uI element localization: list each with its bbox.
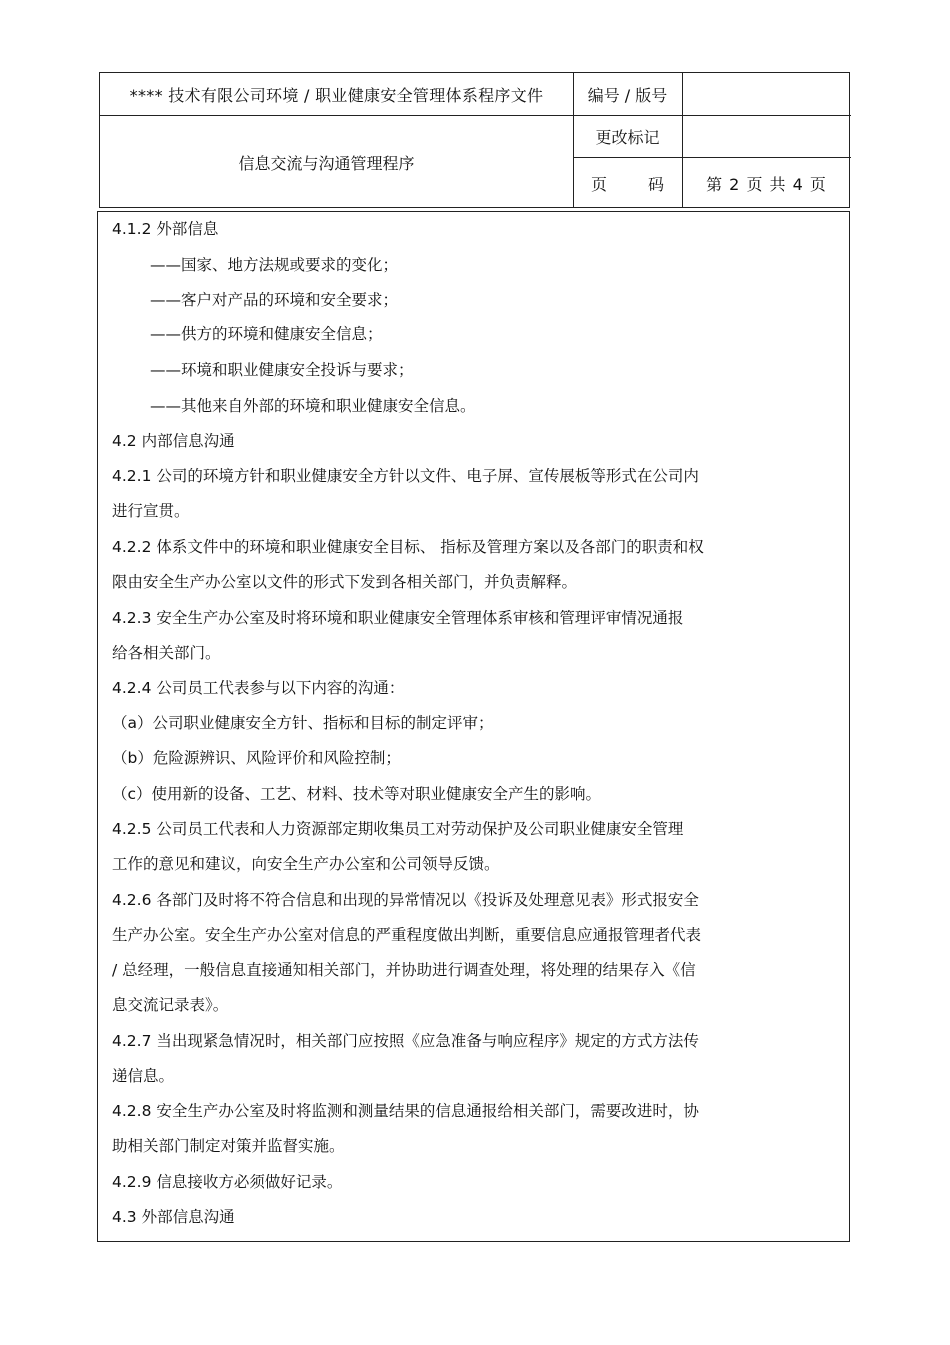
list-item: （b）危险源辨识、风险评价和风险控制； xyxy=(112,749,401,767)
document-title: 信息交流与沟通管理程序 xyxy=(238,153,415,173)
page-label-part: 页 xyxy=(591,174,608,194)
list-item: ——环境和职业健康安全投诉与要求； xyxy=(150,361,414,379)
page-label xyxy=(573,157,682,209)
list-item: （a）公司职业健康安全方针、指标和目标的制定评审； xyxy=(112,714,494,732)
paragraph-line: 4.2.9 信息接收方必须做好记录。 xyxy=(112,1173,343,1191)
paragraph-line: 工作的意见和建议，向安全生产办公室和公司领导反馈。 xyxy=(112,855,500,873)
list-item: ——国家、地方法规或要求的变化； xyxy=(150,256,399,274)
paragraph-line: 4.2.2 体系文件中的环境和职业健康安全目标、 指标及管理方案以及各部门的职责和权 xyxy=(112,538,704,556)
paragraph-line: / 总经理，一般信息直接通知相关部门，并协助进行调查处理，将处理的结果存入《信 xyxy=(112,961,696,979)
section-heading: 4.1.2 外部信息 xyxy=(112,220,219,238)
revision-mark-label: 更改标记 xyxy=(595,127,660,147)
paragraph-line: 4.2.4 公司员工代表参与以下内容的沟通： xyxy=(112,679,405,697)
list-item: ——其他来自外部的环境和职业健康安全信息。 xyxy=(150,397,476,415)
list-item: ——供方的环境和健康安全信息； xyxy=(150,325,383,343)
paragraph-line: 进行宣贯。 xyxy=(112,502,190,520)
paragraph-line: 4.2.1 公司的环境方针和职业健康安全方针以文件、电子屏、宣传展板等形式在公司内 xyxy=(112,467,699,485)
list-item: ——客户对产品的环境和安全要求； xyxy=(150,291,399,309)
section-heading: 4.2 内部信息沟通 xyxy=(112,432,235,450)
section-heading: 4.3 外部信息沟通 xyxy=(112,1208,235,1226)
page-number: 第 2 页 共 4 页 xyxy=(706,174,827,194)
paragraph-line: 助相关部门制定对策并监督实施。 xyxy=(112,1137,345,1155)
company-system-name: **** 技术有限公司环境 / 职业健康安全管理体系程序文件 xyxy=(129,85,544,105)
paragraph-line: 递信息。 xyxy=(112,1067,175,1085)
paragraph-line: 息交流记录表》。 xyxy=(112,996,229,1014)
paragraph-line: 4.2.6 各部门及时将不符合信息和出现的异常情况以《投诉及处理意见表》形式报安全 xyxy=(112,891,699,909)
document-body xyxy=(97,211,850,1242)
paragraph-line: 生产办公室。安全生产办公室对信息的严重程度做出判断，重要信息应通报管理者代表 xyxy=(112,926,702,944)
list-item: （c）使用新的设备、工艺、材料、技术等对职业健康安全产生的影响。 xyxy=(112,785,602,803)
paragraph-line: 给各相关部门。 xyxy=(112,644,221,662)
paragraph-line: 限由安全生产办公室以文件的形式下发到各相关部门，并负责解释。 xyxy=(112,573,578,591)
page-label-part: 码 xyxy=(647,174,664,194)
paragraph-line: 4.2.5 公司员工代表和人力资源部定期收集员工对劳动保护及公司职业健康安全管理 xyxy=(112,820,684,838)
paragraph-line: 4.2.8 安全生产办公室及时将监测和测量结果的信息通报给相关部门，需要改进时，协 xyxy=(112,1102,699,1120)
paragraph-line: 4.2.3 安全生产办公室及时将环境和职业健康安全管理体系审核和管理评审情况通报 xyxy=(112,609,684,627)
code-version-label: 编号 / 版号 xyxy=(587,85,668,105)
paragraph-line: 4.2.7 当出现紧急情况时，相关部门应按照《应急准备与响应程序》规定的方式方法传 xyxy=(112,1032,699,1050)
document-header-table xyxy=(99,72,850,208)
